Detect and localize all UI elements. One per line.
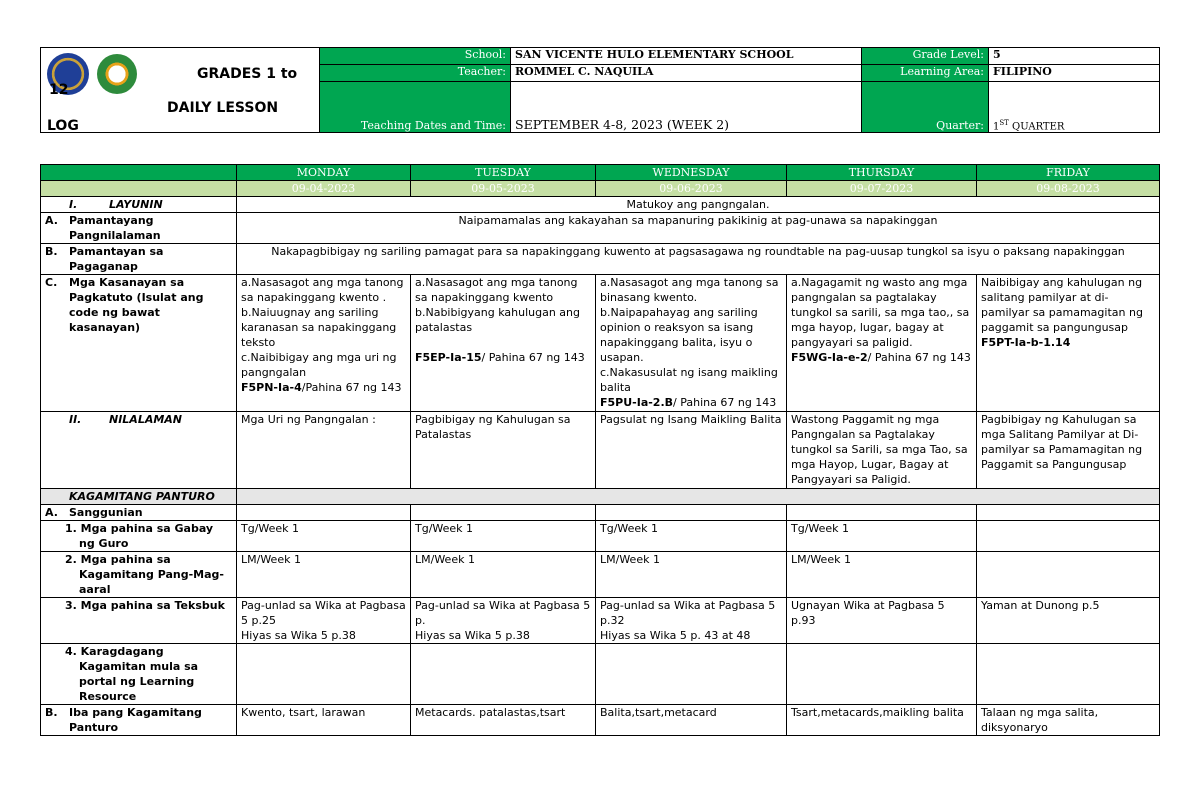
header-title-log: LOG: [47, 118, 79, 134]
quarter-label: Quarter:: [862, 82, 989, 133]
kagamitang-mag-aaral-row: [41, 552, 1160, 598]
gabay-row: [41, 521, 1160, 552]
karagdagang-wednesday: [596, 644, 787, 705]
header-logo-title-cell: [41, 48, 320, 133]
grade-level-value: 5: [989, 48, 1160, 65]
iba-pang-tuesday: Metacards. patalastas,tsart: [411, 705, 596, 736]
karagdagang-monday: [237, 644, 411, 705]
date-monday: 09-04-2023: [237, 181, 411, 197]
nilalaman-tuesday: Pagbibigay ng Kahulugan sa Patalastas: [411, 412, 596, 489]
day-header-thursday: THURSDAY: [787, 165, 977, 181]
gabay-thursday: Tg/Week 1: [787, 521, 977, 552]
header-table: [40, 47, 1160, 133]
kasanayan-tuesday: a.Nasasagot ang mga tanong sa napakinggang kwento b.Nabibigyang kahulugan ang patalastas F5EP-Ia-15/ Pahina 67 ng 143: [411, 275, 596, 412]
iba-pang-thursday: Tsart,metacards,maikling balita: [787, 705, 977, 736]
iba-pang-monday: Kwento, tsart, larawan: [237, 705, 411, 736]
date-header-row: [41, 181, 1160, 197]
day-header-row: [41, 165, 1160, 181]
teacher-value: ROMMEL C. NAQUILA: [511, 65, 862, 82]
iba-pang-wednesday: Balita,tsart,metacard: [596, 705, 787, 736]
grade-level-label: Grade Level:: [862, 48, 989, 65]
pamantayan-sa-pagaganap-value: Nakapagbibigay ng sariling pamagat para sa napakinggang kuwento at pagsasagawa ng roundtable na pag-uusap tungkol sa isyu o paksang napakinggan: [237, 244, 1160, 275]
kagamitang-mag-aaral-tuesday: LM/Week 1: [411, 552, 596, 598]
sanggunian-wednesday: [596, 505, 787, 521]
kagamitang-mag-aaral-monday: LM/Week 1: [237, 552, 411, 598]
kagamitang-mag-aaral-wednesday: LM/Week 1: [596, 552, 787, 598]
teksbuk-tuesday: Pag-unlad sa Wika at Pagbasa 5 p. Hiyas sa Wika 5 p.38: [411, 598, 596, 644]
pamantayan-sa-pagaganap-row: [41, 244, 1160, 275]
sanggunian-thursday: [787, 505, 977, 521]
school-label: School:: [320, 48, 511, 65]
pamantayang-pangnilalaman-label: A. Pamantayang Pangnilalaman: [41, 213, 237, 244]
pamantayang-pangnilalaman-row: [41, 213, 1160, 244]
kagamitan-value: [237, 489, 1160, 505]
header-title-grades: GRADES 1 to: [197, 66, 298, 82]
teksbuk-thursday: Ugnayan Wika at Pagbasa 5 p.93: [787, 598, 977, 644]
date-thursday: 09-07-2023: [787, 181, 977, 197]
sanggunian-row: [41, 505, 1160, 521]
karagdagang-friday: [977, 644, 1160, 705]
teaching-dates-label: Teaching Dates and Time:: [320, 82, 511, 133]
region-seal-icon: [97, 54, 137, 94]
iba-pang-friday: Talaan ng mga salita, diksyonaryo: [977, 705, 1160, 736]
nilalaman-label: II. NILALAMAN: [41, 412, 237, 489]
kagamitan-label: KAGAMITANG PANTURO: [41, 489, 237, 505]
iba-pang-label: B. Iba pang Kagamitang Panturo: [41, 705, 237, 736]
kasanayan-label: C. Mga Kasanayan sa Pagkatuto (Isulat ang code ng bawat kasanayan): [41, 275, 237, 412]
kagamitang-mag-aaral-label: 2. Mga pahina sa Kagamitang Pang-Mag-aaral: [41, 552, 237, 598]
nilalaman-friday: Pagbibigay ng Kahulugan sa mga Salitang Pamilyar at Di-pamilyar sa Pamamagitan ng Paggamit sa Pangungusap: [977, 412, 1160, 489]
sanggunian-friday: [977, 505, 1160, 521]
teksbuk-row: [41, 598, 1160, 644]
teksbuk-friday: Yaman at Dunong p.5: [977, 598, 1160, 644]
teksbuk-label: 3. Mga pahina sa Teksbuk: [41, 598, 237, 644]
kasanayan-monday: a.Nasasagot ang mga tanong sa napakinggang kwento . b.Naiuugnay ang sariling karanasan sa napakinggang teksto c.Naibibigay ang mga uri ng pangngalan F5PN-Ia-4/Pahina 67 ng 143: [237, 275, 411, 412]
nilalaman-monday: Mga Uri ng Pangngalan :: [237, 412, 411, 489]
learning-area-label: Learning Area:: [862, 65, 989, 82]
gabay-monday: Tg/Week 1: [237, 521, 411, 552]
nilalaman-thursday: Wastong Paggamit ng mga Pangngalan sa Pagtalakay tungkol sa Sarili, sa mga Tao, sa mga Hayop, Lugar, Bagay at Pangyayari sa Paligid.: [787, 412, 977, 489]
gabay-wednesday: Tg/Week 1: [596, 521, 787, 552]
learning-area-value: FILIPINO: [989, 65, 1160, 82]
lesson-table: [40, 164, 1160, 736]
kasanayan-row: [41, 275, 1160, 412]
kagamitang-mag-aaral-friday: [977, 552, 1160, 598]
date-friday: 09-08-2023: [977, 181, 1160, 197]
day-header-tuesday: TUESDAY: [411, 165, 596, 181]
header-title-dll: DAILY LESSON: [167, 100, 279, 116]
karagdagang-tuesday: [411, 644, 596, 705]
teksbuk-wednesday: Pag-unlad sa Wika at Pagbasa 5 p.32 Hiyas sa Wika 5 p. 43 at 48: [596, 598, 787, 644]
kagamitang-mag-aaral-thursday: LM/Week 1: [787, 552, 977, 598]
sanggunian-monday: [237, 505, 411, 521]
header-title-12: 12: [49, 82, 69, 98]
gabay-label: 1. Mga pahina sa Gabay ng Guro: [41, 521, 237, 552]
teacher-label: Teacher:: [320, 65, 511, 82]
sanggunian-tuesday: [411, 505, 596, 521]
layunin-label: I. LAYUNIN: [41, 197, 237, 213]
day-header-monday: MONDAY: [237, 165, 411, 181]
nilalaman-wednesday: Pagsulat ng Isang Maikling Balita: [596, 412, 787, 489]
karagdagang-label: 4. Karagdagang Kagamitan mula sa portal ng Learning Resource: [41, 644, 237, 705]
date-wednesday: 09-06-2023: [596, 181, 787, 197]
day-header-friday: FRIDAY: [977, 165, 1160, 181]
layunin-value: Matukoy ang pangngalan.: [237, 197, 1160, 213]
karagdagang-thursday: [787, 644, 977, 705]
day-header-blank: [41, 165, 237, 181]
gabay-friday: [977, 521, 1160, 552]
gabay-tuesday: Tg/Week 1: [411, 521, 596, 552]
iba-pang-row: [41, 705, 1160, 736]
date-tuesday: 09-05-2023: [411, 181, 596, 197]
quarter-value: 1ST QUARTER: [989, 82, 1160, 133]
nilalaman-row: [41, 412, 1160, 489]
kasanayan-thursday: a.Nagagamit ng wasto ang mga pangngalan sa pagtalakay tungkol sa sarili, sa mga tao,, sa mga hayop, lugar, bagay at pangyayari sa paligid. F5WG-Ia-e-2/ Pahina 67 ng 143: [787, 275, 977, 412]
sanggunian-label: A. Sanggunian: [41, 505, 237, 521]
kasanayan-friday: Naibibigay ang kahulugan ng salitang pamilyar at di- pamilyar sa pamamagitan ng paggamit sa pangungusap F5PT-Ia-b-1.14: [977, 275, 1160, 412]
pamantayan-sa-pagaganap-label: B. Pamantayan sa Pagaganap: [41, 244, 237, 275]
teaching-dates-value: SEPTEMBER 4-8, 2023 (WEEK 2): [511, 82, 862, 133]
kasanayan-wednesday: a.Nasasagot ang mga tanong sa binasang kwento. b.Naipapahayag ang sariling opinion o reaksyon sa isang napakinggang balita, isyu o usapan. c.Nakasusulat ng isang maikling balita F5PU-Ia-2.B/ Pahina 67 ng 143: [596, 275, 787, 412]
day-header-wednesday: WEDNESDAY: [596, 165, 787, 181]
school-value: SAN VICENTE HULO ELEMENTARY SCHOOL: [511, 48, 862, 65]
karagdagang-row: [41, 644, 1160, 705]
teksbuk-monday: Pag-unlad sa Wika at Pagbasa 5 p.25 Hiyas sa Wika 5 p.38: [237, 598, 411, 644]
pamantayang-pangnilalaman-value: Naipamamalas ang kakayahan sa mapanuring pakikinig at pag-unawa sa napakinggan: [237, 213, 1160, 244]
kagamitan-row: [41, 489, 1160, 505]
layunin-row: [41, 197, 1160, 213]
date-header-blank: [41, 181, 237, 197]
